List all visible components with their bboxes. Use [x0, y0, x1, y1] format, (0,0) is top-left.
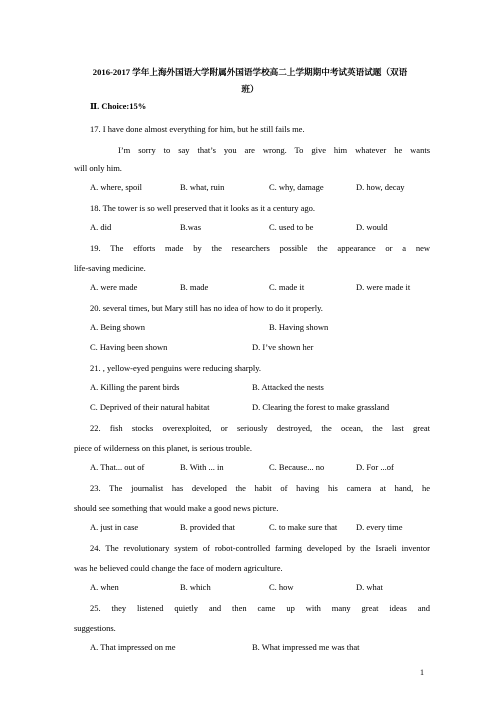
question-17-line2: I’m sorry to say that’s you are wrong. To give him whatever he wants — [118, 145, 430, 155]
section-heading: Ⅱ. Choice:15% — [90, 101, 147, 111]
option-b: B. With ... in — [180, 462, 224, 472]
question-20-options-row1 — [90, 322, 430, 334]
question-18-stem: 18. The tower is so well preserved that it looks as it a century ago. — [90, 203, 316, 213]
option-b: B. What impressed me was that — [252, 642, 360, 652]
option-b: B. Attacked the nests — [252, 382, 324, 392]
option-c: C. Having been shown — [90, 342, 168, 352]
option-d: D. every time — [356, 522, 403, 532]
question-25-options — [90, 642, 430, 654]
option-b: B.was — [180, 222, 202, 232]
option-c: C. Deprived of their natural habitat — [90, 402, 210, 412]
page-number: 1 — [420, 668, 424, 677]
question-24-line2: was he believed could change the face of modern agriculture. — [74, 563, 283, 573]
option-d: D. what — [356, 582, 383, 592]
option-b: B. what, ruin — [180, 182, 225, 192]
option-d: D. I’ve shown her — [252, 342, 314, 352]
question-20-options-row2 — [90, 342, 430, 354]
question-23-options — [90, 522, 430, 534]
option-d: D. would — [356, 222, 388, 232]
question-24-options — [90, 582, 430, 594]
option-b: B. made — [180, 282, 209, 292]
option-c: C. Because... no — [269, 462, 325, 472]
option-b: B. Having shown — [269, 322, 329, 332]
question-19-stem: 19. The efforts made by the researchers possible the appearance or a new — [90, 243, 430, 253]
option-d: D. Clearing the forest to make grassland — [252, 402, 390, 412]
question-17-line3: will only him. — [74, 163, 122, 173]
question-22-line2: piece of wilderness on this planet, is serious trouble. — [74, 443, 252, 453]
question-17-options — [90, 182, 430, 194]
option-b: B. provided that — [180, 522, 236, 532]
option-d: D. were made it — [356, 282, 411, 292]
option-c: C. made it — [269, 282, 305, 292]
question-17-stem: 17. I have done almost everything for him, but he still fails me. — [90, 124, 305, 134]
option-c: C. how — [269, 582, 294, 592]
question-23-stem: 23. The journalist has developed the habit of having his camera at hand, he — [90, 483, 430, 493]
exam-title-line2: 班） — [241, 84, 259, 94]
option-a: A. where, spoil — [90, 182, 142, 192]
question-22-options — [90, 462, 430, 474]
option-b: B. which — [180, 582, 211, 592]
option-c: C. used to be — [269, 222, 314, 232]
question-22-stem: 22. fish stocks overexploited, or seriously destroyed, the ocean, the last great — [90, 423, 430, 433]
option-a: A. Killing the parent birds — [90, 382, 180, 392]
option-a: A. just in case — [90, 522, 139, 532]
option-c: C. to make sure that — [269, 522, 338, 532]
question-25-stem: 25. they listened quietly and then came up with many great ideas and — [90, 603, 430, 613]
option-c: C. why, damage — [269, 182, 324, 192]
question-21-options-row2 — [90, 402, 430, 414]
option-a: A. were made — [90, 282, 138, 292]
option-a: A. did — [90, 222, 112, 232]
option-a: A. That... out of — [90, 462, 145, 472]
exam-title — [70, 64, 430, 98]
exam-title-line1: 2016-2017 学年上海外国语大学附属外国语学校高二上学期期中考试英语试题（双语 — [92, 67, 408, 77]
option-a: A. Being shown — [90, 322, 146, 332]
option-a: A. when — [90, 582, 119, 592]
question-21-stem: 21. , yellow-eyed penguins were reducing sharply. — [90, 363, 262, 373]
question-19-options — [90, 282, 430, 294]
option-d: D. For ...of — [356, 462, 394, 472]
question-20-stem: 20. several times, but Mary still has no idea of how to do it properly. — [90, 303, 323, 313]
question-21-options-row1 — [90, 382, 430, 394]
question-18-options — [90, 222, 430, 234]
question-24-stem: 24. The revolutionary system of robot-controlled farming developed by the Israeli inventor — [90, 543, 430, 553]
question-19-line2: life-saving medicine. — [74, 263, 146, 273]
question-23-line2: should see something that would make a good news picture. — [74, 503, 279, 513]
option-d: D. how, decay — [356, 182, 405, 192]
question-25-line2: suggestions. — [74, 623, 116, 633]
option-a: A. That impressed on me — [90, 642, 176, 652]
